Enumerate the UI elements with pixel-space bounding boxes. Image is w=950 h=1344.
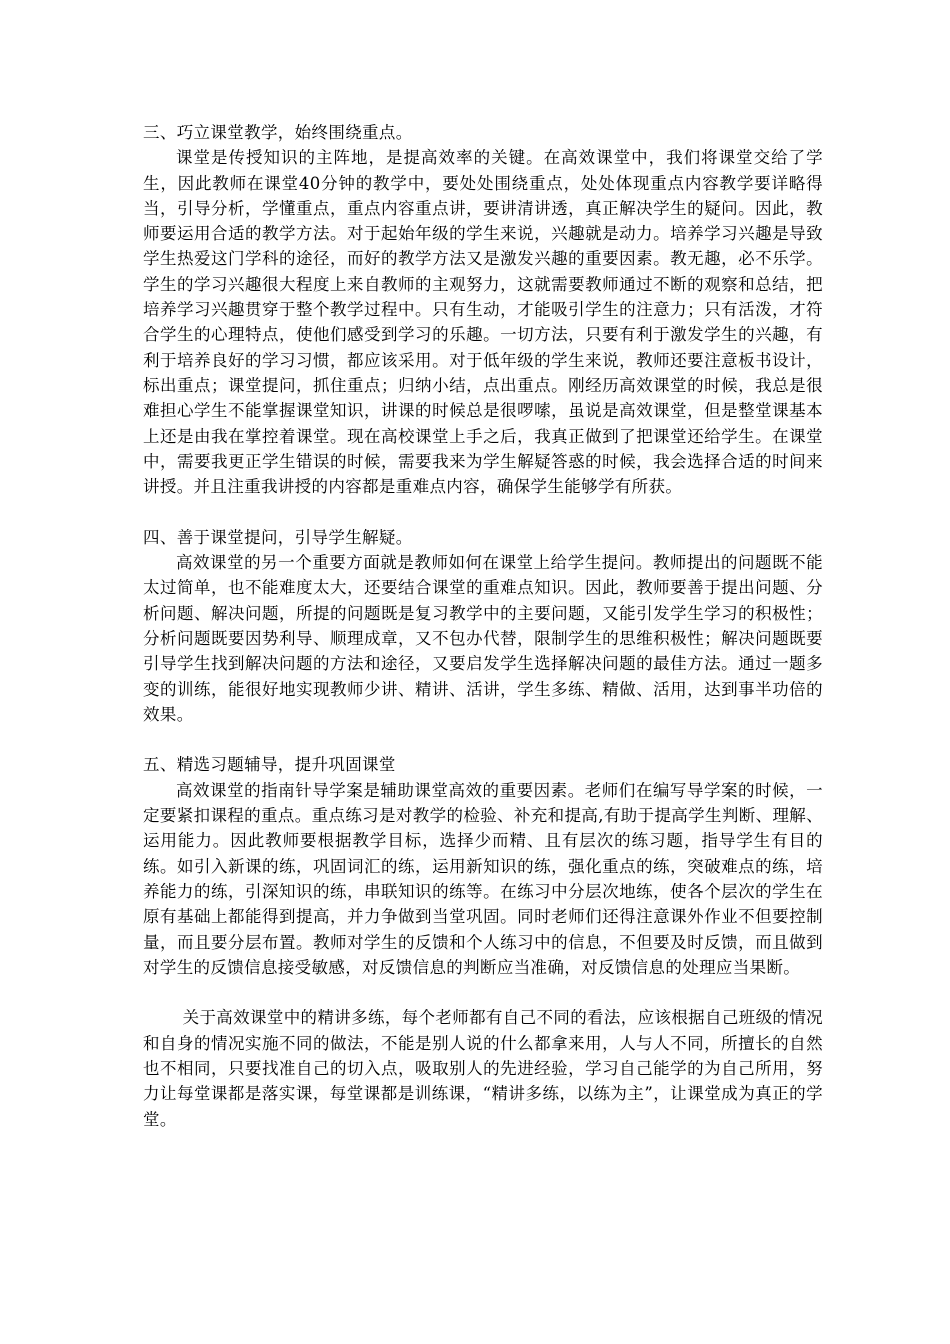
section-heading: 五、精选习题辅导，提升巩固课堂	[143, 755, 396, 775]
section-five	[143, 752, 823, 980]
section-paragraph: 高效课堂的另一个重要方面就是教师如何在课堂上给学生提问。教师提出的问题既不能太过简单，也不能难度太大，还要结合课堂的重难点知识。因此，教师要善于提出问题、分析问题、解决问题，所提的问题既是复习教学中的主要问题，又能引发学生学习的积极性；分析问题既要因势利导、顺理成章，又不包办代替，限制学生的思维积极性；解决问题既要引导学生找到解决问题的方法和途径，又要启发学生选择解决问题的最佳方法。通过一题多变的训练，能很好地实现教师少讲、精讲、活讲，学生多练、精做、活用，达到事半功倍的效果。	[143, 553, 823, 724]
closing-paragraph: 关于高效课堂中的精讲多练，每个老师都有自己不同的看法，应该根据自己班级的情况和自身的情况实施不同的做法，不能是别人说的什么都拿来用，人与人不同，所擅长的自然也不相同，只要找准自己的切入点，吸取别人的先进经验，学习自己能学的为自己所用，努力让每堂课都是落实课，每堂课都是训练课，“精讲多练，以练为主”，让课堂成为真正的学堂。	[143, 1008, 823, 1129]
document-body	[143, 120, 823, 1132]
section-paragraph: 课堂是传授知识的主阵地，是提高效率的关键。在高效课堂中，我们将课堂交给了学生，因此教师在课堂40分钟的教学中，要处处围绕重点，处处体现重点内容教学要详略得当，引导分析，学懂重点，重点内容重点讲，要讲清讲透，真正解决学生的疑问。因此，教师要运用合适的教学方法。对于起始年级的学生来说，兴趣就是动力。培养学习兴趣是导致学生热爱这门学科的途径，而好的教学方法又是激发兴趣的重要因素。教无趣，必不乐学。学生的学习兴趣很大程度上来自教师的主观努力，这就需要教师通过不断的观察和总结，把培养学习兴趣贯穿于整个教学过程中。只有生动，才能吸引学生的注意力；只有活泼，才符合学生的心理特点，使他们感受到学习的乐趣。一切方法，只要有利于激发学生的兴趣，有利于培养良好的学习习惯，都应该采用。对于低年级的学生来说，教师还要注意板书设计，标出重点；课堂提问，抓住重点；归纳小结，点出重点。刚经历高效课堂的时候，我总是很难担心学生不能掌握课堂知识，讲课的时候总是很啰嗦，虽说是高效课堂，但是整堂课基本上还是由我在掌控着课堂。现在高校课堂上手之后，我真正做到了把课堂还给学生。在课堂中，需要我更正学生错误的时候，需要我来为学生解疑答惑的时候，我会选择合适的时间来讲授。并且注重我讲授的内容都是重难点内容，确保学生能够学有所获。	[143, 148, 823, 497]
section-three	[143, 120, 823, 499]
section-paragraph: 高效课堂的指南针导学案是辅助课堂高效的重要因素。老师们在编写导学案的时候，一定要紧扣课程的重点。重点练习是对教学的检验、补充和提高,有助于提高学生判断、理解、运用能力。因此教师要根据教学目标，选择少而精、且有层次的练习题，指导学生有目的练。如引入新课的练，巩固词汇的练，运用新知识的练，强化重点的练，突破难点的练，培养能力的练，引深知识的练，串联知识的练等。在练习中分层次地练，使各个层次的学生在原有基础上都能得到提高，并力争做到当堂巩固。同时老师们还得注意课外作业不但要控制量，而且要分层布置。教师对学生的反馈和个人练习中的信息，不但要及时反馈，而且做到对学生的反馈信息接受敏感，对反馈信息的判断应当准确，对反馈信息的处理应当果断。	[143, 780, 823, 977]
section-heading: 四、善于课堂提问，引导学生解疑。	[143, 527, 413, 547]
section-heading: 三、巧立课堂教学，始终围绕重点。	[143, 123, 413, 142]
section-four	[143, 525, 823, 727]
